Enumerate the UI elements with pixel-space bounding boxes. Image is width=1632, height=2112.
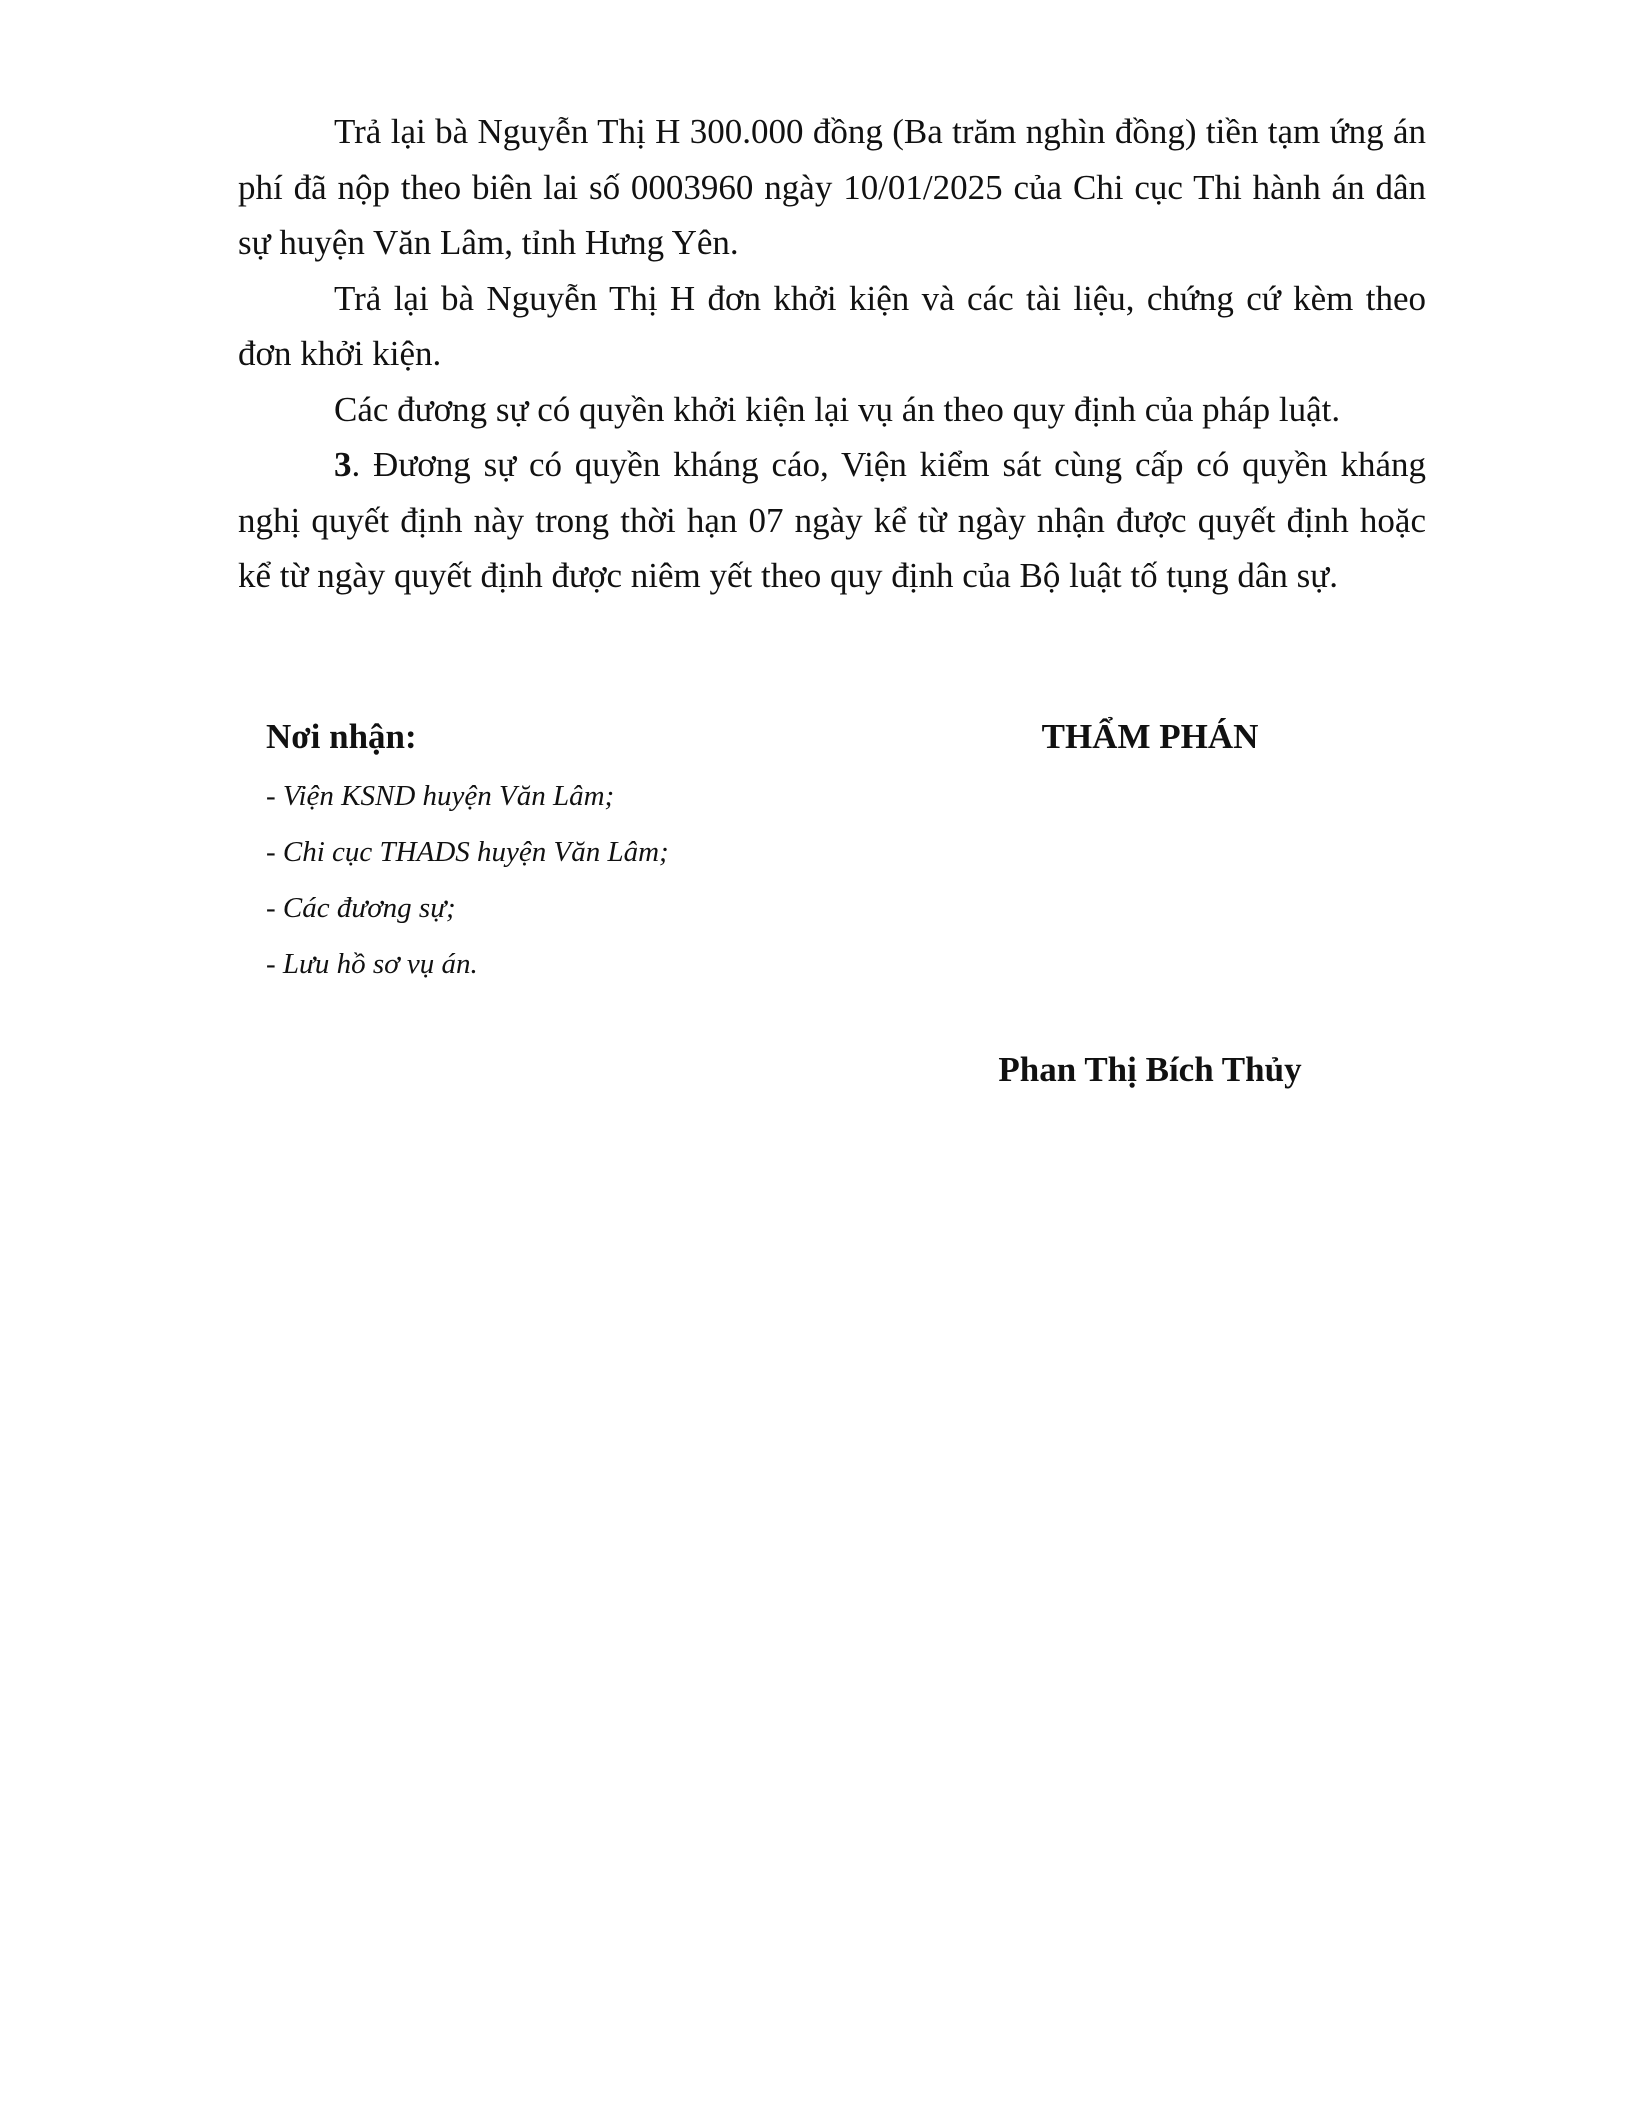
paragraph-refund-fee: Trả lại bà Nguyễn Thị H 300.000 đồng (Ba trăm nghìn đồng) tiền tạm ứng án phí đã nộp theo biên lai số 0003960 ngày 10/01/2025 của Chi cục Thi hành án dân sự huyện Văn Lâm, tỉnh Hưng Yên.: [238, 112, 1426, 262]
paragraph-appeal-rights: [238, 437, 1426, 604]
recipient-item: - Lưu hồ sơ vụ án.: [266, 948, 478, 980]
recipients-block: [266, 712, 966, 992]
item-number: 3: [334, 445, 352, 484]
signature-title: THẨM PHÁN: [1041, 717, 1259, 756]
recipient-item: - Các đương sự;: [266, 892, 456, 924]
signer-name: Phan Thị Bích Thủy: [998, 1050, 1302, 1089]
recipients-list: [266, 768, 966, 992]
appeal-rights-text: . Đương sự có quyền kháng cáo, Viện kiểm sát cùng cấp có quyền kháng nghị quyết định này trong thời hạn 07 ngày kể từ ngày nhận được quyết định hoặc kể từ ngày quyết định được niêm yết theo quy định của Bộ luật tố tụng dân sự.: [238, 445, 1426, 595]
recipient-item: - Viện KSND huyện Văn Lâm;: [266, 780, 615, 812]
recipient-item: - Chi cục THADS huyện Văn Lâm;: [266, 836, 669, 868]
decision-body: [238, 104, 1426, 604]
recipients-title: Nơi nhận:: [266, 717, 417, 756]
paragraph-right-to-resue: Các đương sự có quyền khởi kiện lại vụ án theo quy định của pháp luật.: [334, 389, 1341, 429]
paragraph-return-documents: Trả lại bà Nguyễn Thị H đơn khởi kiện và các tài liệu, chứng cứ kèm theo đơn khởi kiện.: [238, 278, 1426, 373]
